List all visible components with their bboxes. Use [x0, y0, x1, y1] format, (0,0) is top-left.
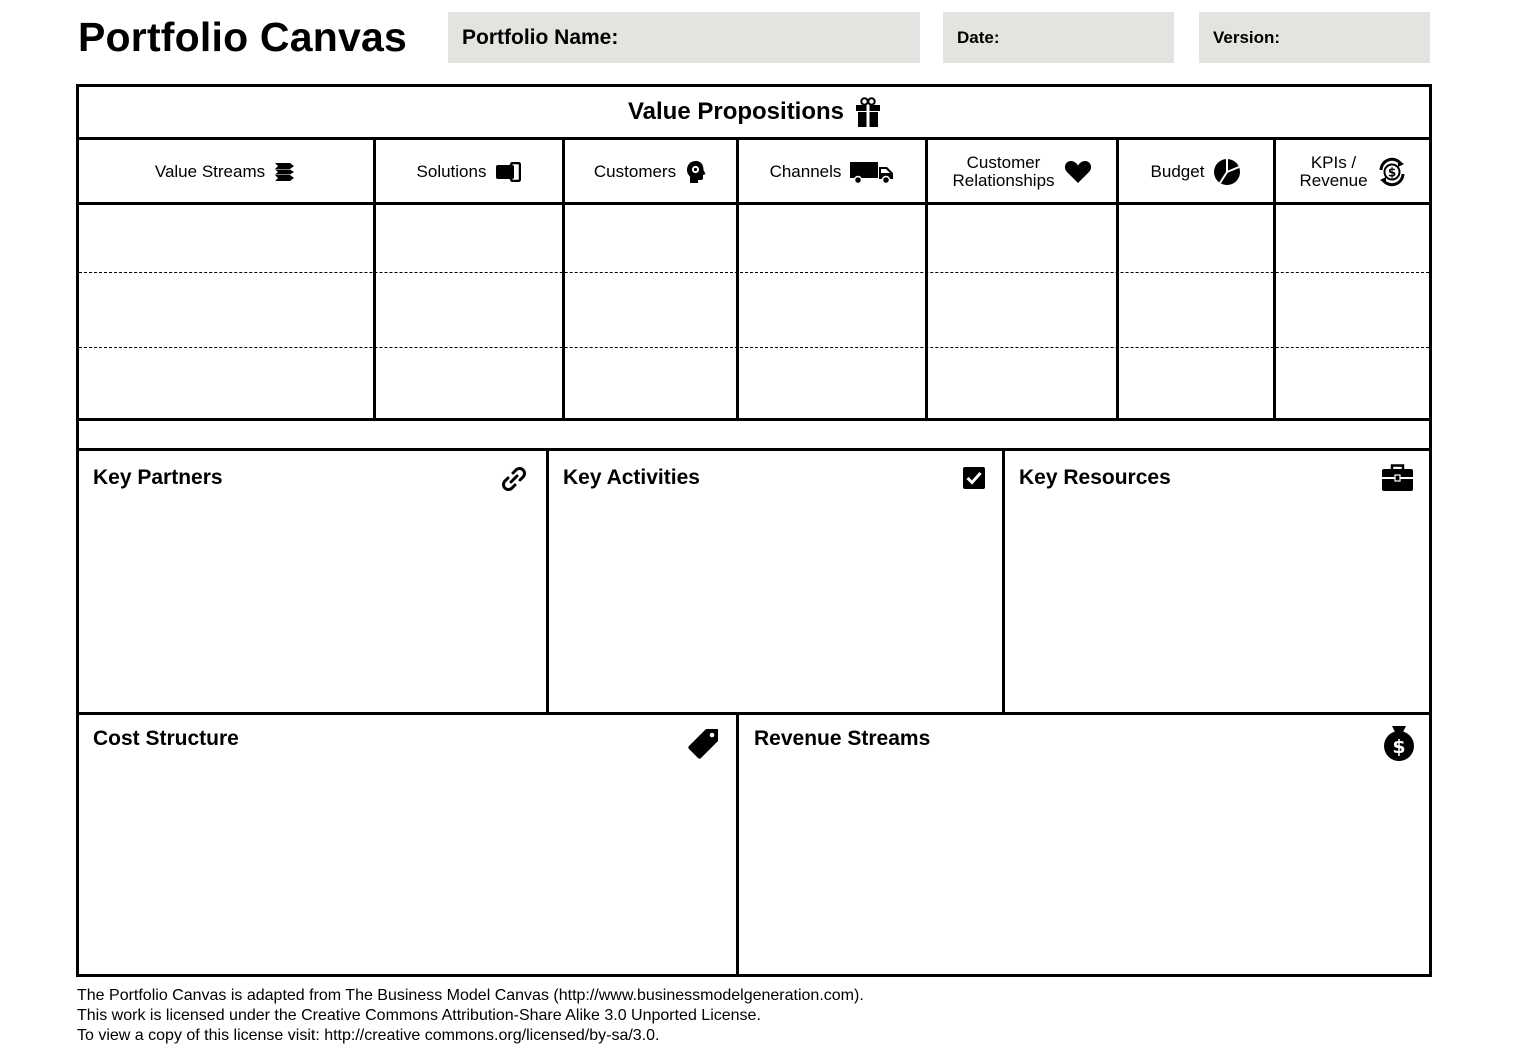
column-divider — [1002, 448, 1005, 714]
svg-text:$: $ — [1392, 736, 1406, 758]
column-label: Solutions — [416, 161, 487, 181]
gift-icon — [856, 97, 880, 127]
column-label: Channels — [769, 161, 842, 181]
column-label: Budget — [1150, 161, 1205, 181]
footer-line: To view a copy of this license visit: http://creative commons.org/licensed/by-sa/3.0. — [77, 1027, 660, 1044]
briefcase-icon — [1382, 463, 1413, 491]
license-footer — [77, 986, 864, 1046]
footer-line: The Portfolio Canvas is adapted from The Business Model Canvas (http://www.businessmodelgeneration.com). — [77, 987, 864, 1004]
version-label: Version: — [1213, 27, 1281, 47]
heart-icon — [1064, 159, 1092, 184]
price-tag-icon — [686, 727, 720, 761]
pie-chart-icon — [1213, 158, 1241, 186]
dashed-guide — [79, 272, 1429, 273]
divider — [78, 712, 1430, 715]
column-header-kpis-revenue — [1276, 140, 1430, 203]
key-resources-title: Key Resources — [1019, 466, 1171, 489]
page-title: Portfolio Canvas — [78, 14, 407, 60]
value-propositions-header — [78, 87, 1430, 137]
version-field[interactable] — [1199, 12, 1430, 63]
checkbox-icon — [963, 467, 985, 489]
customers-head-gear-icon — [685, 160, 707, 184]
footer-line: This work is licensed under the Creative Commons Attribution-Share Alike 3.0 Unported License. — [77, 1007, 761, 1024]
column-divider — [546, 448, 549, 714]
portfolio-name-label: Portfolio Name: — [462, 25, 619, 49]
key-activities-title: Key Activities — [563, 466, 700, 489]
column-label: Customers — [593, 161, 677, 181]
dollar-cycle-icon — [1377, 157, 1407, 187]
date-field[interactable] — [943, 12, 1174, 63]
column-header-solutions — [376, 140, 562, 203]
column-divider — [736, 712, 739, 975]
truck-icon — [850, 160, 894, 184]
column-label: Value Streams — [154, 161, 266, 181]
date-label: Date: — [957, 27, 1000, 47]
divider — [78, 418, 1430, 421]
column-header-customer-relationships — [928, 140, 1116, 203]
column-label: KPIs / Revenue — [1299, 152, 1368, 190]
key-partners-title: Key Partners — [93, 466, 223, 489]
column-header-value-streams — [78, 140, 373, 203]
cost-structure-title: Cost Structure — [93, 727, 239, 750]
column-header-budget — [1119, 140, 1273, 203]
column-label: Customer Relationships — [952, 152, 1055, 190]
link-icon — [499, 464, 529, 494]
svg-text:$: $ — [1387, 165, 1396, 179]
solutions-icon — [495, 162, 521, 182]
divider — [78, 448, 1430, 451]
dashed-guide — [79, 347, 1429, 348]
value-streams-icon — [274, 162, 296, 182]
column-header-channels — [739, 140, 925, 203]
column-header-customers — [565, 140, 736, 203]
canvas-frame — [76, 84, 1432, 977]
money-bag-icon — [1382, 724, 1416, 762]
revenue-streams-title: Revenue Streams — [754, 727, 931, 750]
portfolio-name-field[interactable] — [448, 12, 920, 63]
value-propositions-title: Value Propositions — [627, 98, 845, 125]
